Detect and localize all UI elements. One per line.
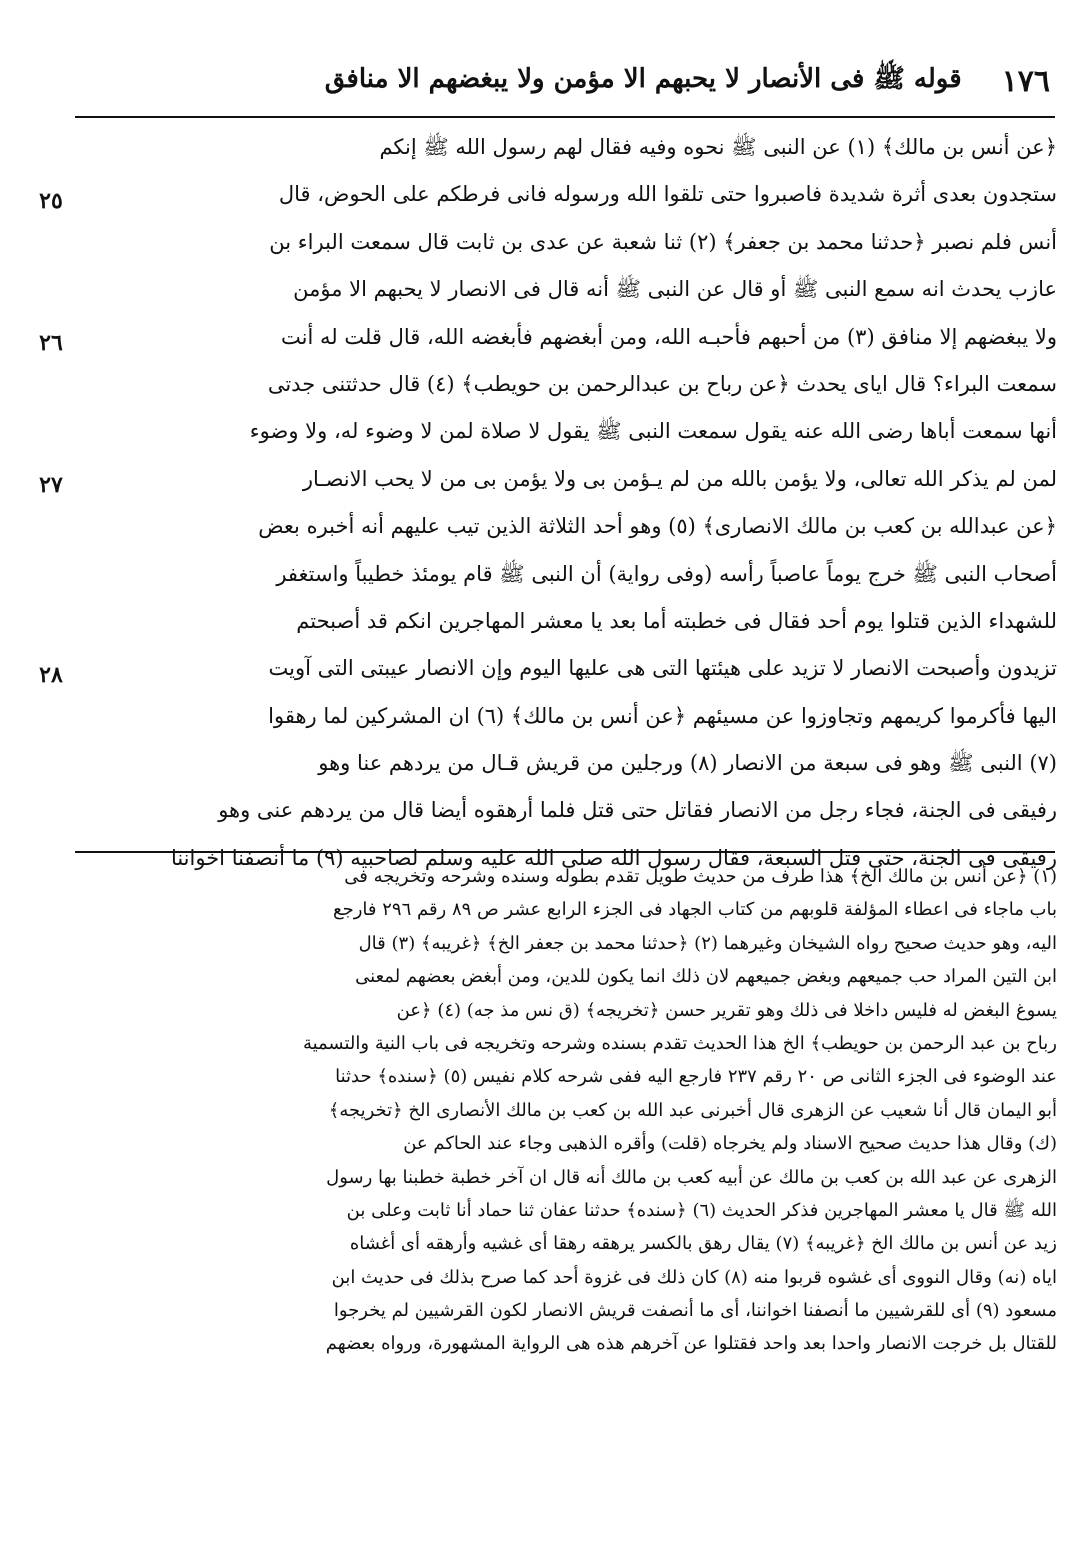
text-line: لمن لم يذكر الله تعالى، ولا يؤمن بالله من لم يـؤمن بى ولا يؤمن بى من لا يحب الانصـار: [302, 466, 1057, 491]
footnotes: [72, 860, 1057, 1361]
text-line: ﴿عن عبدالله بن كعب بن مالك الانصارى﴾ (٥) وهو أحد الثلاثة الذين تيب عليهم أنه أخبره بعض: [258, 514, 1057, 539]
header-rule: [75, 116, 1055, 118]
text-line: ستجدون بعدى أثرة شديدة فاصبروا حتى تلقوا الله ورسوله فانى فرطكم على الحوض، قال: [278, 182, 1057, 207]
footnote-line: (ك) وقال هذا حديث صحيح الاسناد ولم يخرجاه (قلت) وأقره الذهبى وجاء عند الحاكم عن: [403, 1133, 1057, 1155]
margin-number: ٢٦: [39, 330, 63, 356]
text-line: سمعت البراء؟ قال اياى يحدث ﴿عن رباح بن عبدالرحمن بن حويطب﴾ (٤) قال حدثتنى جدتى: [267, 371, 1057, 396]
footnote-line: أبو اليمان قال أنا شعيب عن الزهرى قال أخبرنى عبد الله بن كعب بن مالك الأنصارى الخ ﴿تخريجه﴾: [328, 1099, 1057, 1121]
main-text: [72, 124, 1057, 882]
footnote-line: الله ﷺ قال يا معشر المهاجرين فذكر الحديث (٦) ﴿سنده﴾ حدثنا عفان ثنا حماد أنا ثابت وعلى بن: [346, 1199, 1057, 1221]
text-line: أصحاب النبى ﷺ خرج يوماً عاصباً رأسه (وفى رواية) أن النبى ﷺ قام يومئذ خطيباً واستغفر: [276, 561, 1057, 586]
text-line: للشهداء الذين قتلوا يوم أحد فقال فى خطبته أما بعد يا معشر المهاجرين انكم قد أصبحتم: [296, 608, 1057, 633]
text-line: أنس فلم نصبر ﴿حدثنا محمد بن جعفر﴾ (٢) ثنا شعبة عن عدى بن ثابت قال سمعت البراء بن: [269, 229, 1057, 254]
footnote-line: الزهرى عن عبد الله بن كعب بن مالك عن أبيه كعب بن مالك أنه قال ان آخر خطبة خطبنا بها رسول: [326, 1166, 1057, 1188]
margin-number: ٢٨: [39, 662, 63, 688]
footnote-rule: [75, 851, 1055, 853]
footnote-line: ابن التين المراد حب جميعهم وبغض جميعهم لان ذلك انما يكون للدين، ومن أبغض بعضهم لمعنى: [355, 966, 1057, 988]
text-line: رفيقى فى الجنة، فجاء رجل من الانصار فقاتل حتى قتل فلما أرهقوه أيضا قال من يردهم عنى وهو: [218, 798, 1057, 823]
footnote-line: عند الوضوء فى الجزء الثانى ص ٢٠ رقم ٢٣٧ فارجع اليه ففى شرحه كلام نفيس (٥) ﴿سنده﴾ حدثنا: [335, 1066, 1057, 1088]
footnote-line: للقتال بل خرجت الانصار واحدا بعد واحد فقتلوا عن آخرهم هذه هى الرواية المشهورة، ورواه بعضهم: [325, 1333, 1057, 1355]
text-line: (٧) النبى ﷺ وهو فى سبعة من الانصار (٨) ورجلين من قريش قـال من يردهم عنا وهو: [318, 751, 1057, 776]
text-line: تزيدون وأصبحت الانصار لا تزيد على هيئتها التى هى عليها اليوم وإن الانصار عيبتى التى آويت: [268, 656, 1057, 681]
footnote-line: (١) ﴿عن أنس بن مالك الخ﴾ هذا طرف من حديث طويل تقدم بطوله وسنده وشرحه وتخريجه فى: [344, 866, 1057, 887]
text-line: رفيقى فى الجنة، حتى قتل السبعة، فقال رسول الله صلى الله عليه وسلم لصاحبيه (٩) ما أنصفنا اخواننا: [170, 845, 1057, 870]
text-line: ﴿عن أنس بن مالك﴾ (١) عن النبى ﷺ نحوه وفيه فقال لهم رسول الله ﷺ إنكم: [379, 135, 1057, 159]
page-number: ١٧٦: [1001, 63, 1050, 99]
text-line: أنها سمعت أباها رضى الله عنه يقول سمعت النبى ﷺ يقول لا صلاة لمن لا وضوء له، ولا وضوء: [249, 419, 1057, 444]
footnote-line: رباح بن عبد الرحمن بن حويطب﴾ الخ هذا الحديث تقدم بسنده وشرحه وتخريجه فى باب النية والتسمية: [302, 1032, 1057, 1054]
margin-number: ٢٧: [39, 472, 63, 498]
footnote-line: باب ماجاء فى اعطاء المؤلفة قلوبهم من كتاب الجهاد فى الجزء الرابع عشر ص ٨٩ رقم ٢٩٦ فارجع: [333, 899, 1057, 921]
running-header: [150, 56, 1050, 106]
running-title: قوله ﷺ فى الأنصار لا يحبهم الا مؤمن ولا يبغضهم الا منافق: [324, 64, 962, 94]
text-line: ولا يبغضهم إلا منافق (٣) من أحبهم فأحبـه الله، ومن أبغضهم فأبغضه الله، قال قلت له أنت: [281, 324, 1057, 349]
footnote-line: اياه (نه) وقال النووى أى غشوه قربوا منه (٨) كان ذلك فى غزوة أحد كما صرح بذلك فى حديث ابن: [331, 1266, 1057, 1288]
footnote-line: اليه، وهو حديث صحيح رواه الشيخان وغيرهما (٢) ﴿حدثنا محمد بن جعفر الخ﴾ ﴿غريبه﴾ (٣) قال: [358, 932, 1057, 954]
text-line: عازب يحدث انه سمع النبى ﷺ أو قال عن النبى ﷺ أنه قال فى الانصار لا يحبهم الا مؤمن: [293, 277, 1057, 302]
footnote-line: مسعود (٩) أى للقرشيين ما أنصفنا اخواننا، أى ما أنصفت قريش الانصار لكون القرشيين لم يخرجوا: [333, 1300, 1057, 1322]
footnote-line: يسوغ البغض له فليس داخلا فى ذلك وهو تقرير حسن ﴿تخريجه﴾ (ق نس مذ جه) (٤) ﴿عن: [396, 999, 1057, 1021]
text-line: اليها فأكرموا كريمهم وتجاوزوا عن مسيئهم ﴿عن أنس بن مالك﴾ (٦) ان المشركين لما رهقوا: [268, 703, 1057, 728]
margin-number: ٢٥: [39, 188, 63, 214]
footnote-line: زيد عن أنس بن مالك الخ ﴿غريبه﴾ (٧) يقال رهق بالكسر يرهقه رهقا أى غشيه وأرهقه أى أغشاه: [349, 1233, 1057, 1255]
